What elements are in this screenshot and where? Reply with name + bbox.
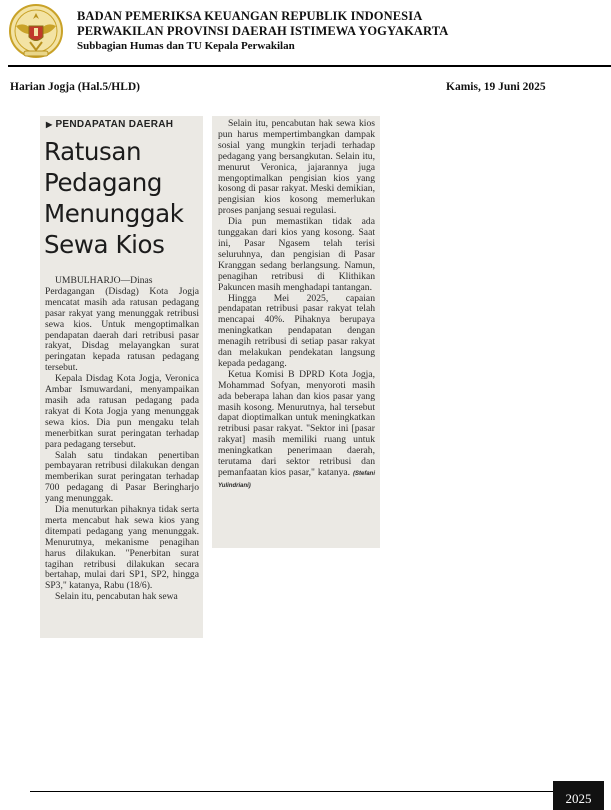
garuda-emblem-icon xyxy=(8,4,64,62)
paragraph-text: Ketua Komisi B DPRD Kota Jogja, Mohammad Sofyan, menyoroti masih ada beberapa lahan dan kios pasar yang masih kosong. Menurutnya, hal tersebut dapat dioptimalkan untuk meningkatkan retribusi pasar rakyat. "Sektor ini [pasar rakyat] masih memiliki ruang untuk meningkatkan penerimaan daerah, terutama dari sektor retribusi dan pemanfaatan kios pasar," katanya. xyxy=(218,368,375,478)
paragraph: Selain itu, pencabutan hak sewa kios pun harus mempertimbangkan dampak sosial yang mungkin terjadi terhadap pedagang yang bersangkutan. Selain itu, menurut Veronica, jajarannya juga mengoptimalkan pengisian kios yang kosong di pasar rakyat. Meski demikian, pengisian kios kosong memerlukan proses panjang sesuai regulasi. xyxy=(218,118,375,217)
org-branch: PERWAKILAN PROVINSI DAERAH ISTIMEWA YOGYAKARTA xyxy=(77,24,449,38)
article-headline xyxy=(44,136,203,260)
article-kicker: ▶ PENDAPATAN DAERAH xyxy=(46,119,174,130)
paragraph: Selain itu, pencabutan hak sewa xyxy=(55,591,178,603)
paragraph: Hingga Mei 2025, capaian pendapatan retribusi pasar rakyat telah mencapai 40%. Pihaknya berupaya meningkatkan pendapatan dengan menagih retribusi di setiap pasar rakyat dan melakukan pendekatan langsung kepada pedagang. xyxy=(218,292,375,369)
article-byline: (Stefani Yulindriani) xyxy=(218,471,376,489)
article-clip-column-1 xyxy=(40,116,203,638)
paragraph xyxy=(218,370,375,492)
paragraph: Dia pun memastikan tidak ada tunggakan dari kios yang kosong. Saat ini, Pasar Ngasem telah terisi seluruhnya, dan pengisian di Pasar Kranggan sedang berlangsung. Namun, penagihan retribusi di Klithikan Pakuncen masih menghadapi tantangan. xyxy=(218,216,375,293)
headline-line: Pedagang xyxy=(44,168,162,197)
headline-line: Sewa Kios xyxy=(44,230,165,259)
paragraph: Dia menuturkan pihaknya tidak serta merta mencabut hak sewa kios yang ditempati pedagang yang menunggak. Menurutnya, mekanisme penagihan harus dilakukan. "Penerbitan surat tagihan retribusi dilakukan secara bertahap, mulai dari SP1, SP2, hingga SP3," katanya, Rabu (18/6). xyxy=(45,504,199,592)
headline-line: Ratusan xyxy=(44,137,142,166)
org-name: BADAN PEMERIKSA KEUANGAN REPUBLIK INDONESIA xyxy=(77,9,423,23)
header-divider xyxy=(8,65,611,67)
paragraph: UMBULHARJO—Dinas Perdagangan (Disdag) Kota Jogja mencatat masih ada ratusan pedagang pasar rakyat yang menunggak retribusi sewa kios. Untuk mengoptimalkan pendapatan daerah dari retribusi pasar rakyat, Disdag melayangkan surat peringatan kepada ratusan pedagang tersebut. xyxy=(45,275,199,374)
article-body-col1 xyxy=(45,276,199,603)
footer-year-badge: 2025 xyxy=(553,781,604,810)
org-unit: Subbagian Humas dan TU Kepala Perwakilan xyxy=(77,40,295,52)
article-body-col2 xyxy=(218,119,375,492)
clipping-source: Harian Jogja (Hal.5/HLD) xyxy=(10,81,141,93)
footer-divider xyxy=(30,791,553,792)
organization-header xyxy=(77,9,448,54)
article-clip-column-2 xyxy=(212,116,380,548)
headline-line: Menunggak xyxy=(44,199,184,228)
clipping-date: Kamis, 19 Juni 2025 xyxy=(446,81,546,93)
triangle-bullet-icon: ▶ xyxy=(46,120,53,129)
paragraph: Salah satu tindakan penertiban pembayaran retribusi dilakukan dengan memberikan surat peringatan terhadap 700 pedagang di Pasar Beringharjo yang menunggak. xyxy=(45,449,199,505)
paragraph: Kepala Disdag Kota Jogja, Veronica Ambar Ismuwardani, menyampaikan masih ada ratusan pedagang pada rakyat di Kota Jogja yang menunggak sewa kios. Dia pun mengaku telah menerbitkan surat peringatan terhadap para pedagang tersebut. xyxy=(45,373,199,450)
